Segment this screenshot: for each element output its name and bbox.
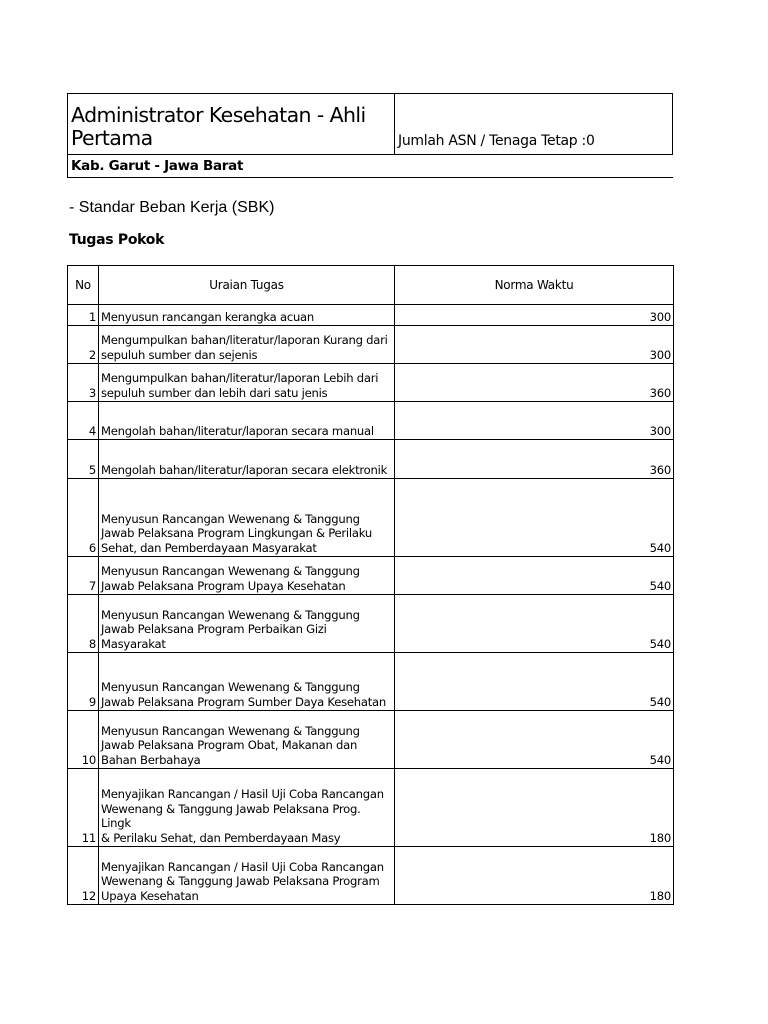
row-norma: 540: [395, 653, 674, 711]
header-block: [67, 93, 673, 154]
row-number: 6: [68, 479, 99, 557]
row-number: 11: [68, 769, 99, 847]
table-row: [68, 769, 674, 847]
row-uraian: Menyusun Rancangan Wewenang & Tanggung Jawab Pelaksana Program Upaya Kesehatan: [99, 557, 395, 595]
row-uraian: Menyusun Rancangan Wewenang & Tanggung Jawab Pelaksana Program Sumber Daya Kesehatan: [99, 653, 395, 711]
row-number: 5: [68, 440, 99, 479]
row-norma: 180: [395, 847, 674, 905]
row-uraian: Mengumpulkan bahan/literatur/laporan Kurang dari sepuluh sumber dan sejenis: [99, 326, 395, 364]
region-label: Kab. Garut - Jawa Barat: [67, 154, 673, 178]
task-table: [67, 265, 674, 905]
row-norma: 300: [395, 402, 674, 440]
row-number: 7: [68, 557, 99, 595]
table-row: [68, 364, 674, 402]
row-number: 12: [68, 847, 99, 905]
table-row: [68, 595, 674, 653]
row-norma: 300: [395, 305, 674, 326]
row-norma: 180: [395, 769, 674, 847]
row-norma: 300: [395, 326, 674, 364]
row-uraian: Mengumpulkan bahan/literatur/laporan Lebih dari sepuluh sumber dan lebih dari satu jenis: [99, 364, 395, 402]
row-number: 9: [68, 653, 99, 711]
table-row: [68, 711, 674, 769]
table-row: [68, 557, 674, 595]
row-uraian: Menyajikan Rancangan / Hasil Uji Coba Rancangan Wewenang & Tanggung Jawab Pelaksana Prog. Lingk & Perilaku Sehat, dan Pemberdayaan Masy: [99, 769, 395, 847]
table-row: [68, 847, 674, 905]
row-number: 8: [68, 595, 99, 653]
row-norma: 540: [395, 711, 674, 769]
row-uraian: Menyusun Rancangan Wewenang & Tanggung Jawab Pelaksana Program Obat, Makanan dan Bahan Berbahaya: [99, 711, 395, 769]
column-header-uraian: Uraian Tugas: [99, 266, 395, 305]
row-norma: 540: [395, 557, 674, 595]
row-norma: 360: [395, 364, 674, 402]
row-norma: 360: [395, 440, 674, 479]
row-number: 4: [68, 402, 99, 440]
row-uraian: Menyusun rancangan kerangka acuan: [99, 305, 395, 326]
row-number: 10: [68, 711, 99, 769]
table-row: [68, 653, 674, 711]
row-uraian: Mengolah bahan/literatur/laporan secara elektronik: [99, 440, 395, 479]
row-uraian: Menyusun Rancangan Wewenang & Tanggung Jawab Pelaksana Program Perbaikan Gizi Masyarakat: [99, 595, 395, 653]
row-uraian: Menyusun Rancangan Wewenang & Tanggung Jawab Pelaksana Program Lingkungan & Perilaku Sehat, dan Pemberdayaan Masyarakat: [99, 479, 395, 557]
table-row: [68, 479, 674, 557]
table-row: [68, 440, 674, 479]
row-uraian: Mengolah bahan/literatur/laporan secara manual: [99, 402, 395, 440]
column-header-norma: Norma Waktu: [395, 266, 674, 305]
sbk-sheet: [67, 93, 673, 905]
sbk-title: - Standar Beban Kerja (SBK): [69, 199, 275, 216]
page-title: Administrator Kesehatan - Ahli Pertama: [68, 94, 395, 154]
section-title: Tugas Pokok: [69, 232, 165, 248]
table-row: [68, 326, 674, 364]
row-norma: 540: [395, 479, 674, 557]
row-norma: 540: [395, 595, 674, 653]
row-uraian: Menyajikan Rancangan / Hasil Uji Coba Rancangan Wewenang & Tanggung Jawab Pelaksana Program Upaya Kesehatan: [99, 847, 395, 905]
asn-count: Jumlah ASN / Tenaga Tetap :0: [398, 133, 595, 149]
table-header-row: [68, 266, 674, 305]
row-number: 3: [68, 364, 99, 402]
row-number: 2: [68, 326, 99, 364]
column-header-no: No: [68, 266, 99, 305]
row-number: 1: [68, 305, 99, 326]
table-row: [68, 305, 674, 326]
table-row: [68, 402, 674, 440]
